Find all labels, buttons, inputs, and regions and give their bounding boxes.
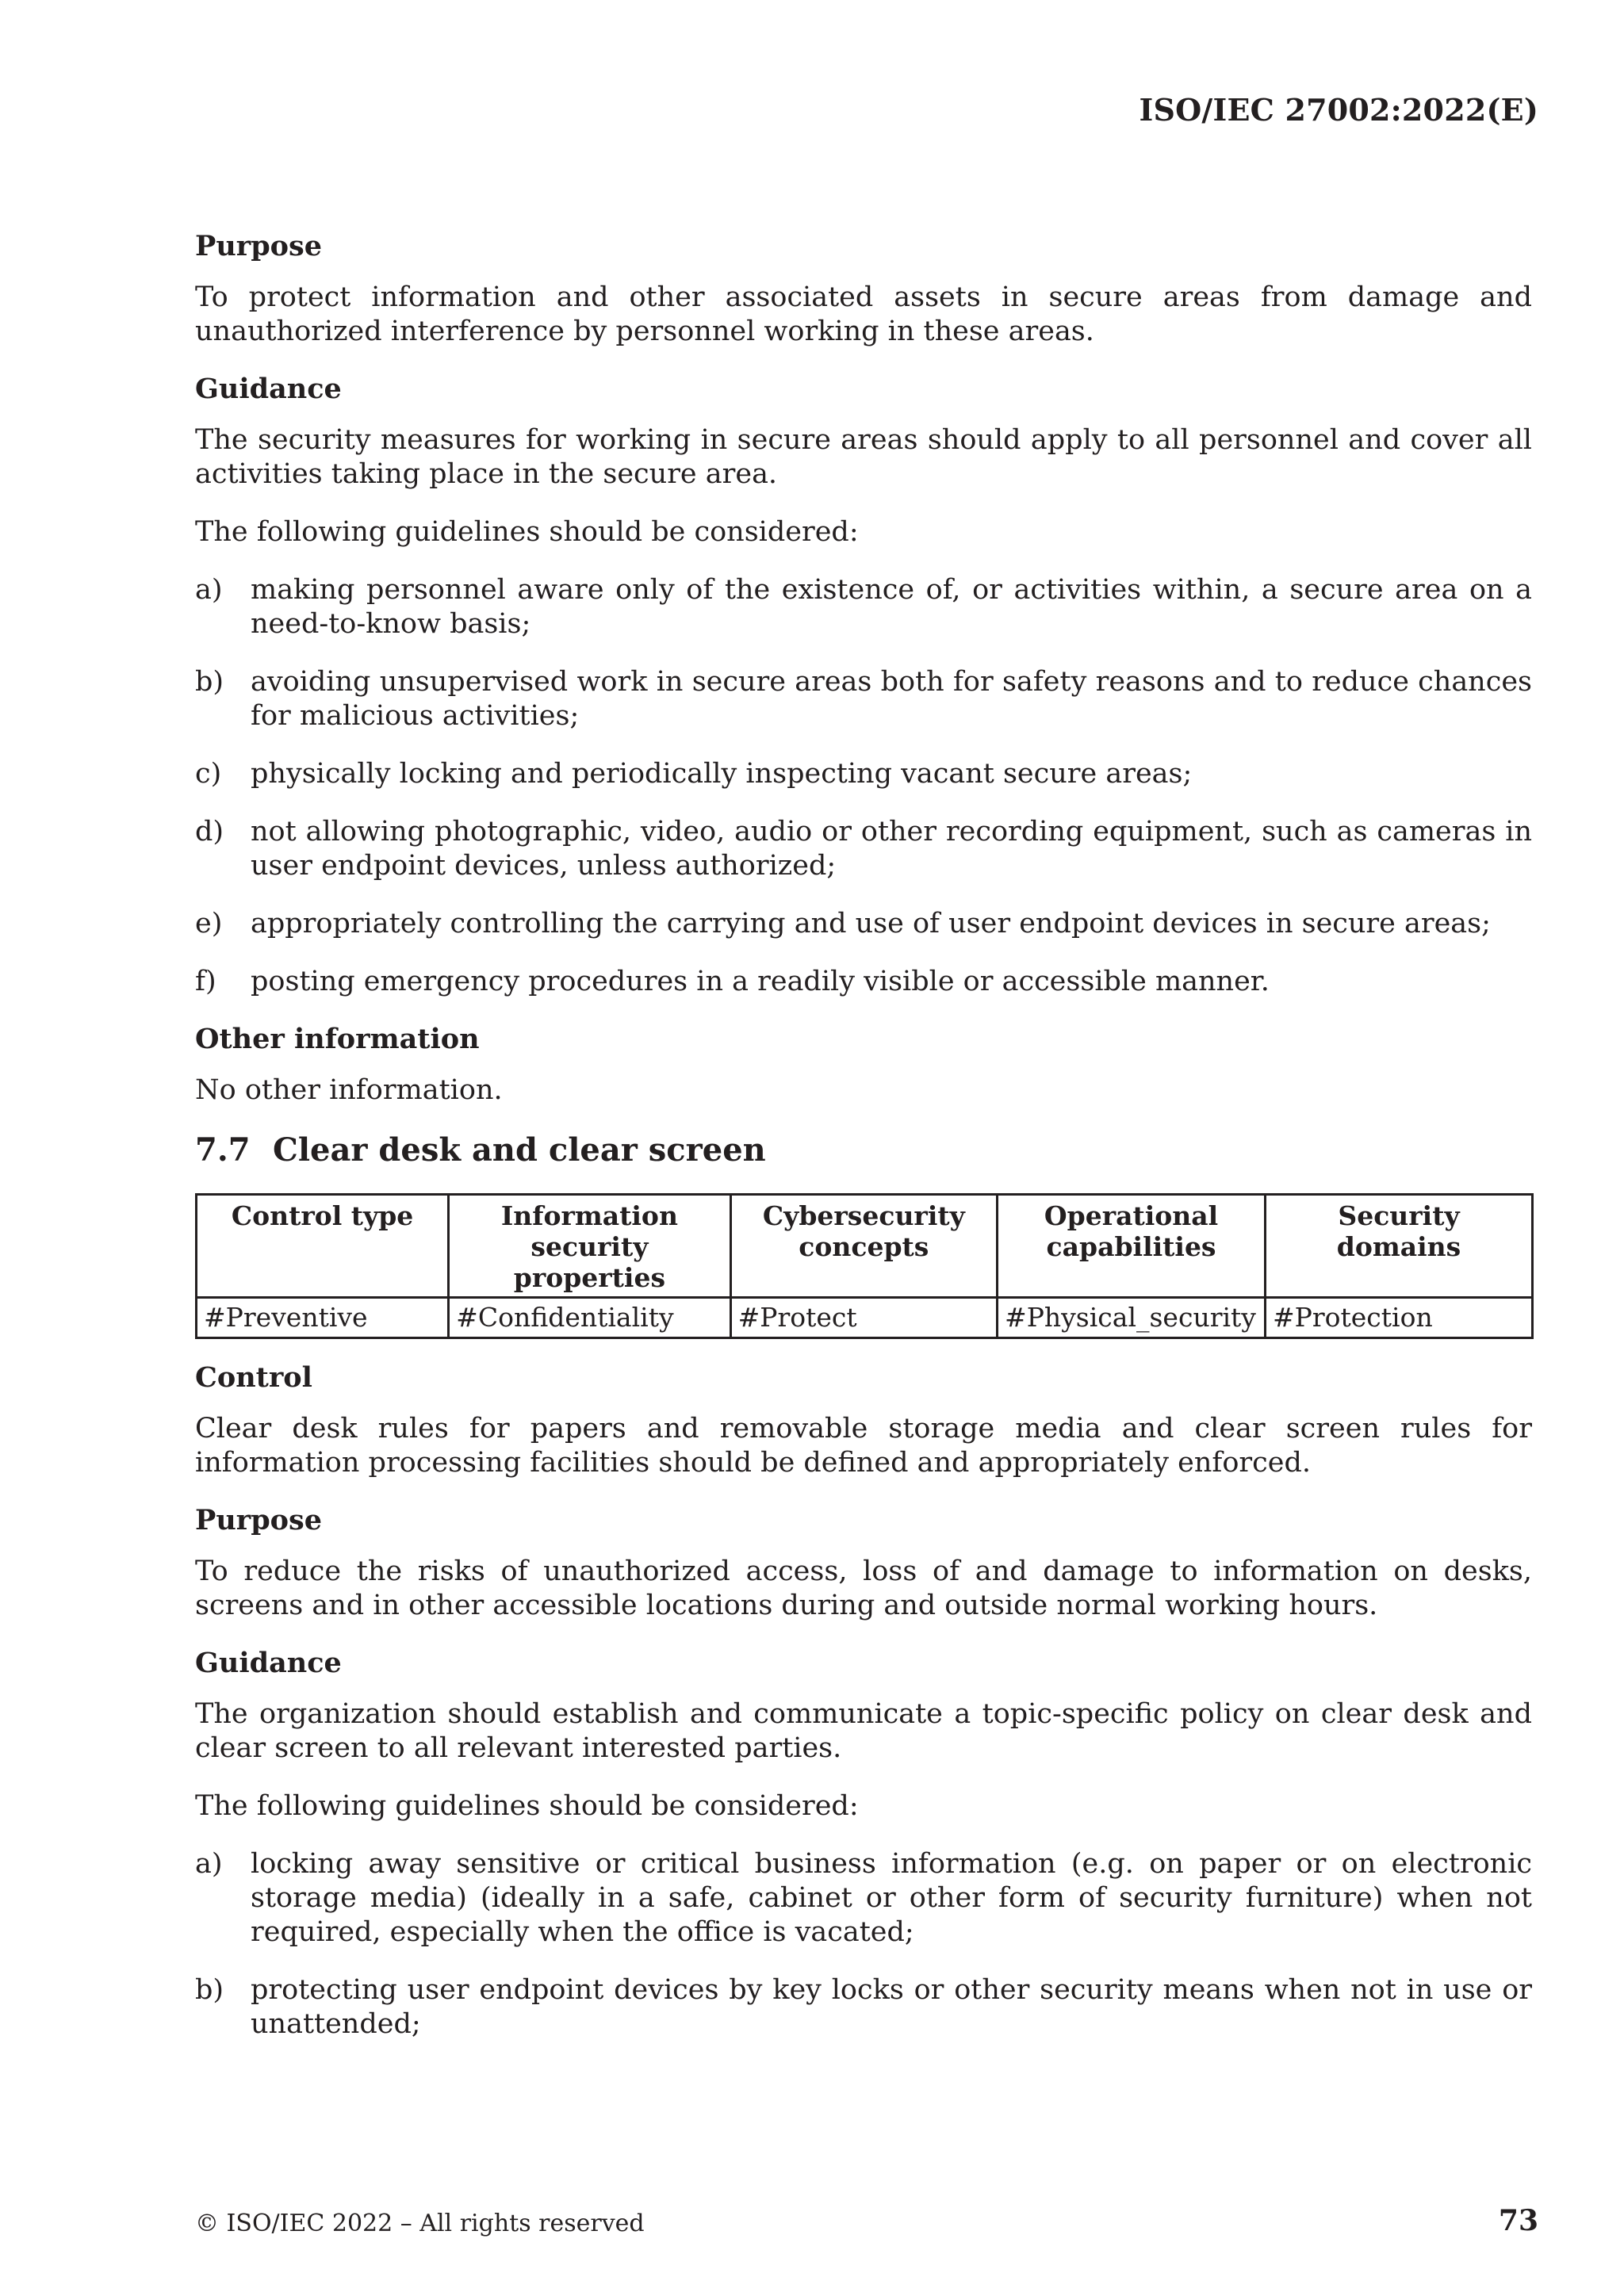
table-cell: #Physical_security bbox=[998, 1298, 1266, 1338]
guidelines-list bbox=[195, 1847, 1532, 2042]
page-content bbox=[195, 230, 1532, 2065]
list-item-label: a) bbox=[195, 574, 223, 606]
control-heading: Control bbox=[195, 1361, 312, 1394]
list-item bbox=[195, 665, 1532, 733]
list-item bbox=[195, 1973, 1532, 2042]
guidance-heading: Guidance bbox=[195, 373, 342, 405]
table-cell: #Protect bbox=[730, 1298, 997, 1338]
list-item-label: f) bbox=[195, 966, 216, 997]
control-attributes-table bbox=[195, 1193, 1534, 1339]
purpose-heading: Purpose bbox=[195, 1504, 322, 1536]
other-information-text: No other information. bbox=[195, 1074, 503, 1106]
table-header-cell: Information security properties bbox=[449, 1195, 730, 1298]
table-cell: #Confidentiality bbox=[449, 1298, 730, 1338]
list-item bbox=[195, 907, 1532, 941]
list-item-label: e) bbox=[195, 908, 223, 939]
control-text: Clear desk rules for papers and removable storage media and clear screen rules for information processing facilities should be defined and appropriately enforced. bbox=[195, 1413, 1532, 1479]
list-item-label: b) bbox=[195, 1974, 224, 2006]
section-heading bbox=[195, 1131, 1532, 1169]
table-header-cell: Cybersecurity concepts bbox=[730, 1195, 997, 1298]
purpose-heading: Purpose bbox=[195, 230, 322, 262]
table-row bbox=[197, 1298, 1533, 1338]
table-cell: #Preventive bbox=[197, 1298, 449, 1338]
list-item bbox=[195, 815, 1532, 883]
purpose-text: To protect information and other associated assets in secure areas from damage and unauthorized interference by personnel working in these areas. bbox=[195, 281, 1532, 347]
list-item-text: posting emergency procedures in a readily visible or accessible manner. bbox=[251, 966, 1270, 997]
list-item-label: b) bbox=[195, 666, 224, 698]
list-item-text: making personnel aware only of the existence of, or activities within, a secure area on a need-to-know basis; bbox=[251, 574, 1532, 640]
table-cell: #Protection bbox=[1266, 1298, 1533, 1338]
guidelines-intro: The following guidelines should be considered: bbox=[195, 516, 859, 548]
list-item-label: c) bbox=[195, 758, 222, 790]
guidance-text: The security measures for working in secure areas should apply to all personnel and cover all activities taking place in the secure area. bbox=[195, 424, 1532, 490]
list-item-text: physically locking and periodically inspecting vacant secure areas; bbox=[251, 758, 1193, 790]
list-item bbox=[195, 757, 1532, 791]
list-item-text: not allowing photographic, video, audio or other recording equipment, such as cameras in user endpoint devices, unless authorized; bbox=[251, 816, 1532, 882]
purpose-text: To reduce the risks of unauthorized access, loss of and damage to information on desks, screens and in other accessible locations during and outside normal working hours. bbox=[195, 1556, 1532, 1621]
guidelines-intro: The following guidelines should be considered: bbox=[195, 1790, 859, 1822]
list-item-text: appropriately controlling the carrying and use of user endpoint devices in secure areas; bbox=[251, 908, 1491, 939]
list-item-text: avoiding unsupervised work in secure areas both for safety reasons and to reduce chances for malicious activities; bbox=[251, 666, 1532, 732]
guidelines-list bbox=[195, 573, 1532, 999]
table-header-cell: Operational capabilities bbox=[998, 1195, 1266, 1298]
table-header-cell: Control type bbox=[197, 1195, 449, 1298]
other-information-heading: Other information bbox=[195, 1023, 480, 1055]
copyright-notice: © ISO/IEC 2022 – All rights reserved bbox=[195, 2210, 645, 2237]
page-number: 73 bbox=[1498, 2204, 1538, 2237]
section-title: Clear desk and clear screen bbox=[273, 1131, 766, 1169]
list-item bbox=[195, 965, 1532, 999]
table-header-row bbox=[197, 1195, 1533, 1298]
document-code: ISO/IEC 27002:2022(E) bbox=[1139, 92, 1538, 128]
list-item-label: a) bbox=[195, 1848, 223, 1880]
guidance-heading: Guidance bbox=[195, 1647, 342, 1679]
list-item-text: locking away sensitive or critical business information (e.g. on paper or on electronic storage media) (ideally in a safe, cabinet or other form of security furniture) when not required, especially when the office is vacated; bbox=[251, 1848, 1532, 1948]
table-header-cell: Security domains bbox=[1266, 1195, 1533, 1298]
list-item-text: protecting user endpoint devices by key locks or other security means when not in use or unattended; bbox=[251, 1974, 1532, 2040]
list-item bbox=[195, 573, 1532, 641]
guidance-text: The organization should establish and communicate a topic-specific policy on clear desk and clear screen to all relevant interested parties. bbox=[195, 1698, 1532, 1764]
list-item-label: d) bbox=[195, 816, 224, 848]
list-item bbox=[195, 1847, 1532, 1950]
section-number: 7.7 bbox=[195, 1131, 251, 1169]
